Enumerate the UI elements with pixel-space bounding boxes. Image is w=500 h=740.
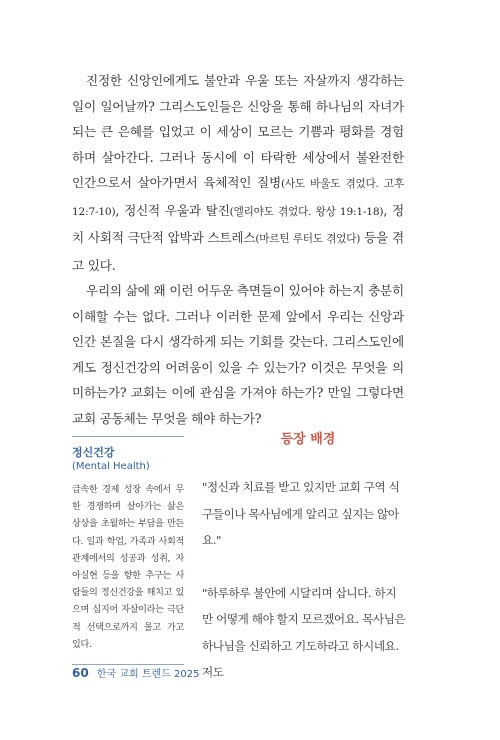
- glossary-sidebar: [72, 436, 184, 665]
- paragraph-1-text-c: , 정치 사회적 극단적 압박과 스트레스: [72, 202, 404, 245]
- quote-1: "정신과 치료를 받고 있지만 교회 구역 식구들이나 목사님에게 알리고 싶지는 않아요.": [202, 480, 400, 547]
- paragraph-2: 우리의 삶에 왜 이런 어두운 측면들이 있어야 하는지 충분히 이해할 수는 없다. 그러나 이러한 문제 앞에서 우리는 신앙과 인간 본질을 다시 생각하게 되는 기회를 갖는다. 그리스도인에게도 정신건강의 어려움이 있을 수 있는가? 이것은 무엇을 의미하는가? 교회는 이에 관심을 가져야 하는가? 만일 그렇다면 교회 공동체는 무엇을 해야 하는가?: [72, 283, 404, 426]
- running-title: 한국 교회 트렌드 2025: [96, 669, 200, 680]
- paragraph-1-text-d: 등을 겪고 있다.: [72, 230, 404, 273]
- paragraph-1: [72, 68, 404, 278]
- paragraph-1-aside-1: (사도 바울도 겪었다. 고후 12:7-10): [72, 178, 404, 218]
- paragraph-1-text-a: 진정한 신앙인에게도 불안과 우울 또는 자살까지 생각하는 일이 일어날까? 그리스도인들은 신앙을 통해 하나님의 자녀가 되는 큰 은혜를 입었고 이 세상이 모르는 기쁨과 평화를 경험하며 살아간다. 그러나 동시에 이 타락한 세상에서 불완전한 인간으로서 살아가면서 육체적인 질병: [72, 73, 404, 190]
- section-heading: 등장 배경: [280, 432, 336, 447]
- paragraph-1-text-b: , 정신적 우울과 탈진: [115, 202, 230, 218]
- page-footer: [72, 665, 200, 680]
- paragraph-1-aside-3: (마르틴 루터도 겪었다): [255, 233, 361, 245]
- main-text-column: [72, 68, 404, 431]
- sidebar-body: 급속한 경제 성장 속에서 무한 경쟁하며 살아가는 삶은 상상을 초월하는 부담을 만든다. 일과 학업, 가족과 사회적 관계에서의 성공과 성취, 자아실현 등을 향한 추구는 사람들의 정신건강을 해치고 있으며 심지어 자살이라는 극단적 선택으로까지 몰고 가고 있다.: [72, 485, 184, 650]
- quote-column: [202, 474, 406, 712]
- paragraph-1-aside-2: (엘리야도 겪었다. 왕상 19:1-18): [229, 205, 384, 218]
- sidebar-subtitle: (Mental Health): [72, 461, 150, 472]
- page-number: 60: [72, 666, 89, 680]
- sidebar-title: 정신건강: [72, 446, 115, 459]
- quote-2: "하루하루 불안에 시달리며 삽니다. 하지만 어떻게 해야 할지 모르겠어요. 목사님은 하나님을 신뢰하고 기도하라고 하시네요. 저도: [202, 585, 406, 679]
